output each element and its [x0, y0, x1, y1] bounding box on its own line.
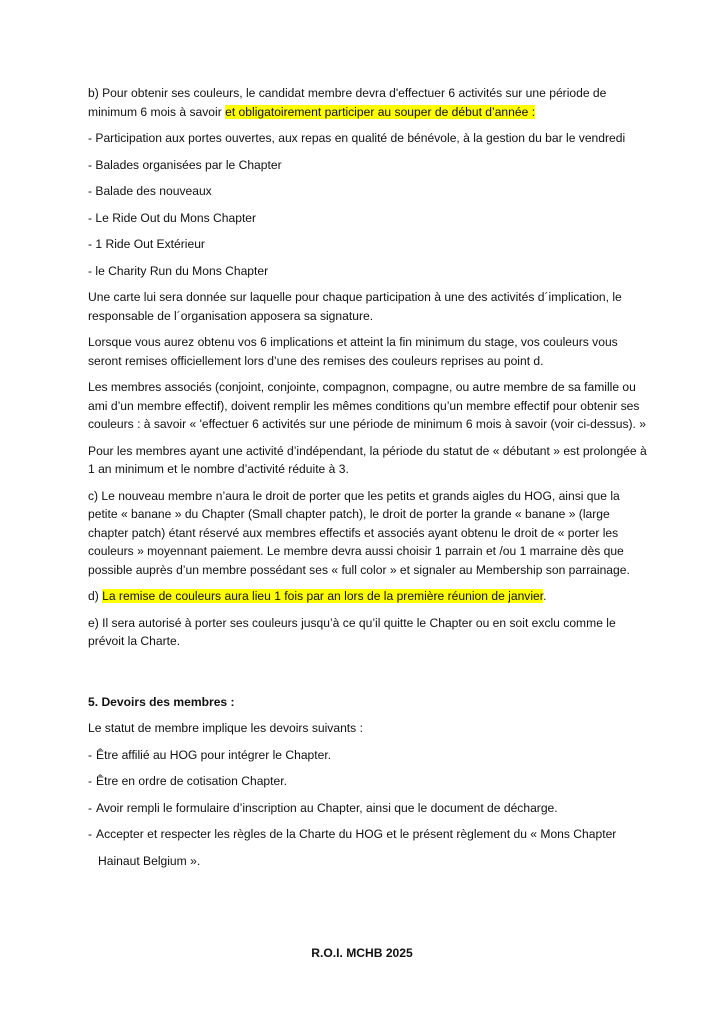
list-item: - Balades organisées par le Chapter [88, 157, 282, 172]
list-item: - Participation aux portes ouvertes, aux repas en qualité de bénévole, à la gestion du bar le vendredi [88, 131, 626, 145]
list-item-text: Accepter et respecter les règles de la Charte du HOG et le présent règlement du « Mons Chapter [96, 827, 617, 841]
paragraph-e: e) Il sera autorisé à porter ses couleurs jusqu’à ce qu’il quitte le Chapter ou en soit exclu comme le prévoit la Charte. [88, 615, 616, 648]
document-body [88, 84, 650, 878]
section-title: 5. Devoirs des membres : [88, 694, 235, 709]
list-item [88, 772, 650, 791]
list-item: - Balade des nouveaux [88, 184, 212, 198]
paragraph-d-end: . [543, 589, 547, 603]
paragraph-associes: Les membres associés (conjoint, conjointe, compagnon, compagne, ou autre membre de sa famille ou ami d’un membre effectif), doivent remplir les mêmes conditions qu’un membre effectif pour obtenir ses couleurs : à savoir « 'effectuer 6 activités sur une période de minimum 6 mois à savoir (voir ci-dessus). » [88, 380, 646, 431]
list-item-text: Être affilié au HOG pour intégrer le Chapter. [96, 747, 332, 762]
section-intro: Le statut de membre implique les devoirs suivants : [88, 721, 363, 735]
paragraph-c: c) Le nouveau membre n’aura le droit de porter que les petits et grands aigles du HOG, ainsi que la petite « banane » du Chapter (Small chapter patch), le droit de porter la grande « banane » (large chapter patch) étant réservé aux membres effectifs et associés ayant obtenu le droit de « porter les couleurs » moyennant paiement. Le membre devra aussi choisir 1 parrain et /ou 1 marraine dès que possible auprès d’un membre possédant ses « full color » et signaler au Membership son parrainage. [88, 488, 630, 577]
paragraph-b-text: b) Pour obtenir ses couleurs, le candidat membre devra d'effectuer 6 activités sur une période de minimum 6 mois à savoir [88, 86, 607, 119]
list-item-continuation: Hainaut Belgium ». [98, 853, 201, 868]
list-dash: - [88, 774, 93, 788]
list-item: - le Charity Run du Mons Chapter [88, 263, 269, 278]
list-item: - Le Ride Out du Mons Chapter [88, 210, 257, 225]
paragraph-implications: Lorsque vous aurez obtenu vos 6 implications et atteint la fin minimum du stage, vos couleurs vous seront remises officiellement lors d’une des remises des couleurs reprises au point d. [88, 335, 618, 368]
list-dash: - [88, 747, 93, 762]
page-footer: R.O.I. MCHB 2025 [311, 946, 413, 960]
paragraph-d [88, 587, 650, 606]
list-dash: - [88, 800, 93, 815]
list-item-text: Être en ordre de cotisation Chapter. [96, 774, 287, 788]
highlighted-text: et obligatoirement participer au souper de début d’année : [225, 104, 536, 119]
list-item [88, 825, 650, 870]
paragraph-independant: Pour les membres ayant une activité d’indépendant, la période du statut de « débutant » est prolongée à 1 an minimum et le nombre d’activité réduite à 3. [88, 443, 647, 476]
list-item [88, 746, 650, 765]
list-item-text: Avoir rempli le formulaire d’inscription au Chapter, ainsi que le document de décharge. [96, 800, 558, 815]
paragraph-card: Une carte lui sera donnée sur laquelle pour chaque participation à une des activités d´implication, le responsable de l´organisation apposera sa signature. [88, 290, 622, 323]
list-item: - 1 Ride Out Extérieur [88, 237, 205, 251]
list-dash: - [88, 827, 93, 841]
paragraph-d-label: d) [88, 589, 103, 603]
paragraph-b [88, 84, 650, 121]
highlighted-text: La remise de couleurs aura lieu 1 fois par an lors de la première réunion de janvier [102, 589, 544, 603]
list-item [88, 799, 650, 818]
